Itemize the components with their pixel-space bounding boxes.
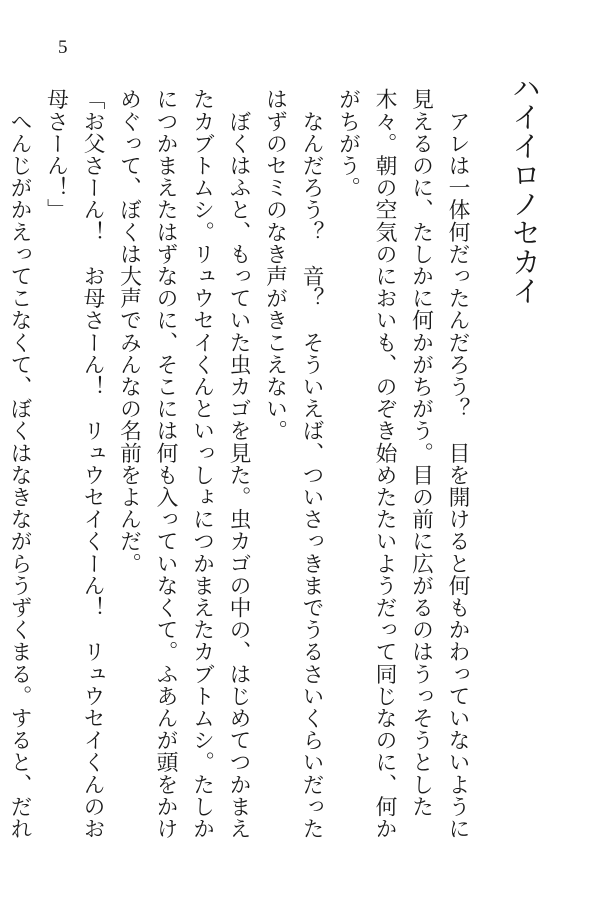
body-text <box>0 88 475 848</box>
paragraph: なんだろう？ 音？ そういえば、ついさっきまでうるさいくらいだったはずのセミのなき声がきこえない。 <box>262 88 324 840</box>
paragraph: 「お父さーん！ お母さーん！ リュウセイくーん！ リュウセイくんのお母さーん！」 <box>43 88 105 840</box>
paragraph: アレは一体何だったんだろう？ 目を開けると何もかわっていないように見えるのに、たしかに何かがちがう。目の前に広がるのはうっそうとした木々。朝の空気のにおいも、のぞき始めたたいようだって同じなのに、何かがちがう。 <box>335 88 470 840</box>
paragraph: へんじがかえってこなくて、ぼくはなきながらうずくまる。すると、だれ <box>7 110 32 840</box>
chapter-title: ハイイロノセカイ <box>508 73 542 305</box>
paragraph: ぼくはふと、もっていた虫カゴを見た。虫カゴの中の、はじめてつかまえたカブトムシ。リュウセイくんといっしょにつかまえたカブトムシ。たしかにつかまえたはずなのに、そこには何も入っていなくて。ふあんが頭をかけめぐって、ぼくは大声でみんなの名前をよんだ。 <box>116 88 251 840</box>
page-number: 5 <box>58 37 68 58</box>
